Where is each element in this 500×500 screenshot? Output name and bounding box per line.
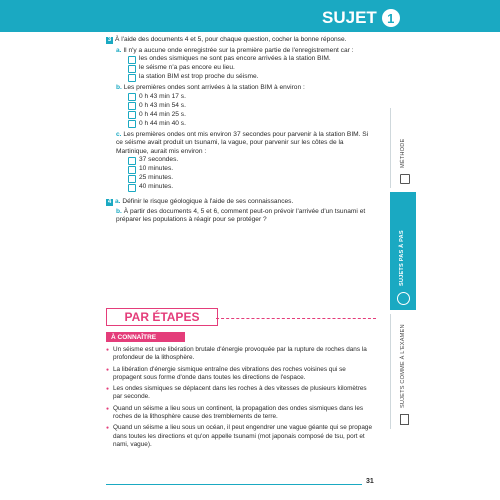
sub-text: Les premières ondes ont mis environ 37 secondes pour parvenir à la station BIM. Si ce séisme avait produit un tsunami, la vague, pour parvenir sur les côtes de la Martinique, aurait mis environ :	[116, 130, 369, 155]
header-bar	[0, 0, 500, 32]
section-heading: À CONNAÎTRE	[106, 332, 185, 342]
answer-option[interactable]	[128, 174, 376, 183]
question-number: 3	[107, 37, 112, 43]
sub-label: b.	[116, 207, 122, 215]
list-item: ● La libération d'énergie sismique entraîne des vibrations des roches voisines qui se propagent sous forme d'onde dans toutes les directions de l'espace.	[106, 366, 376, 383]
checkbox[interactable]	[128, 93, 136, 101]
answer-option[interactable]	[128, 165, 376, 174]
question-3a	[106, 47, 376, 83]
sidebar-item-methode[interactable]	[390, 108, 417, 188]
list-item: ● Un séisme est une libération brutale d'énergie provoquée par la rupture de roches dans la profondeur de la lithosphère.	[106, 346, 376, 363]
right-sidebar	[390, 108, 416, 480]
option-label: 37 secondes.	[139, 156, 179, 164]
divider	[216, 318, 376, 319]
sub-text: À partir des documents 4, 5 et 6, comment peut-on prévoir l'arrivée d'un tsunami et préparer les populations à réagir pour se protéger ?	[116, 207, 366, 223]
option-label: 40 minutes.	[139, 183, 174, 191]
list-item: ● Quand un séisme a lieu sous un continent, la propagation des ondes sismiques dans les roches de la lithosphère cause des tremblements de terre.	[106, 405, 376, 422]
document-icon	[400, 414, 409, 425]
sidebar-label: SUJETS PAS À PAS	[399, 230, 405, 286]
answer-option[interactable]	[128, 183, 376, 192]
footer-line	[106, 484, 362, 485]
sidebar-item-sujets-examen[interactable]	[390, 314, 417, 429]
checkbox[interactable]	[128, 120, 136, 128]
answer-option[interactable]	[128, 156, 376, 165]
sub-label: c.	[116, 130, 122, 138]
option-label: 25 minutes.	[139, 174, 174, 182]
option-label: 10 minutes.	[139, 165, 174, 173]
option-label: 0 h 44 min 25 s.	[139, 110, 186, 118]
sidebar-label: MÉTHODE	[400, 138, 406, 168]
option-label: 0 h 44 min 40 s.	[139, 119, 186, 127]
sub-label: a.	[115, 198, 121, 205]
checkbox[interactable]	[128, 102, 136, 110]
question-number: 4	[107, 199, 112, 205]
question-3b	[106, 84, 376, 129]
question-text: À l'aide des documents 4 et 5, pour chaque question, cocher la bonne réponse.	[115, 36, 347, 43]
checkbox[interactable]	[128, 74, 136, 82]
option-label: le séisme n'a pas encore eu lieu.	[139, 64, 235, 72]
checkbox[interactable]	[128, 56, 136, 64]
list-item: ● Quand un séisme a lieu sous un océan, il peut engendrer une vague géante qui se propage dans toutes les directions et qu'on appelle tsunami (mot japonais composé de tsu, port et nami, vague).	[106, 424, 376, 449]
question-3c	[106, 131, 376, 193]
sujet-badge	[322, 6, 418, 30]
answer-option[interactable]	[128, 55, 376, 64]
answer-option[interactable]	[128, 120, 376, 129]
sub-text: Il n'y a aucune onde enregistrée sur la première partie de l'enregistrement car :	[123, 46, 354, 54]
question-3-intro	[106, 36, 376, 45]
answer-option[interactable]	[128, 102, 376, 111]
checkbox[interactable]	[128, 157, 136, 165]
book-icon	[400, 174, 410, 184]
par-etapes-title: PAR ÉTAPES	[106, 308, 218, 326]
option-label: la station BIM est trop proche du séisme.	[139, 73, 259, 81]
list-item: ● Les ondes sismiques se déplacent dans les roches à des vitesses de plusieurs kilomètres par seconde.	[106, 385, 376, 402]
sujet-number: 1	[382, 9, 400, 27]
option-label: les ondes sismiques ne sont pas encore arrivées à la station BIM.	[139, 55, 331, 63]
step-icon	[397, 292, 410, 305]
question-3	[106, 36, 376, 225]
answer-option[interactable]	[128, 111, 376, 120]
sub-text: Les premières ondes sont arrivées à la station BIM à environ :	[123, 84, 305, 91]
sidebar-label: SUJETS COMME À L'EXAMEN	[400, 324, 406, 408]
checkbox[interactable]	[128, 175, 136, 183]
sub-label: a.	[116, 46, 122, 54]
option-label: 0 h 43 min 17 s.	[139, 92, 186, 100]
checkbox[interactable]	[128, 65, 136, 73]
answer-option[interactable]	[128, 93, 376, 102]
question-4	[106, 198, 376, 225]
answer-option[interactable]	[128, 73, 376, 82]
checkbox[interactable]	[128, 184, 136, 192]
answer-option[interactable]	[128, 64, 376, 73]
sub-text: Définir le risque géologique à l'aide de ses connaissances.	[122, 198, 294, 205]
sub-label: b.	[116, 84, 122, 91]
sujet-label: SUJET	[322, 8, 377, 27]
option-label: 0 h 43 min 54 s.	[139, 101, 186, 109]
sidebar-item-sujets-pas-a-pas[interactable]	[390, 192, 416, 310]
bullet-list	[106, 346, 376, 452]
page-number: 31	[366, 478, 374, 485]
checkbox[interactable]	[128, 166, 136, 174]
checkbox[interactable]	[128, 111, 136, 119]
